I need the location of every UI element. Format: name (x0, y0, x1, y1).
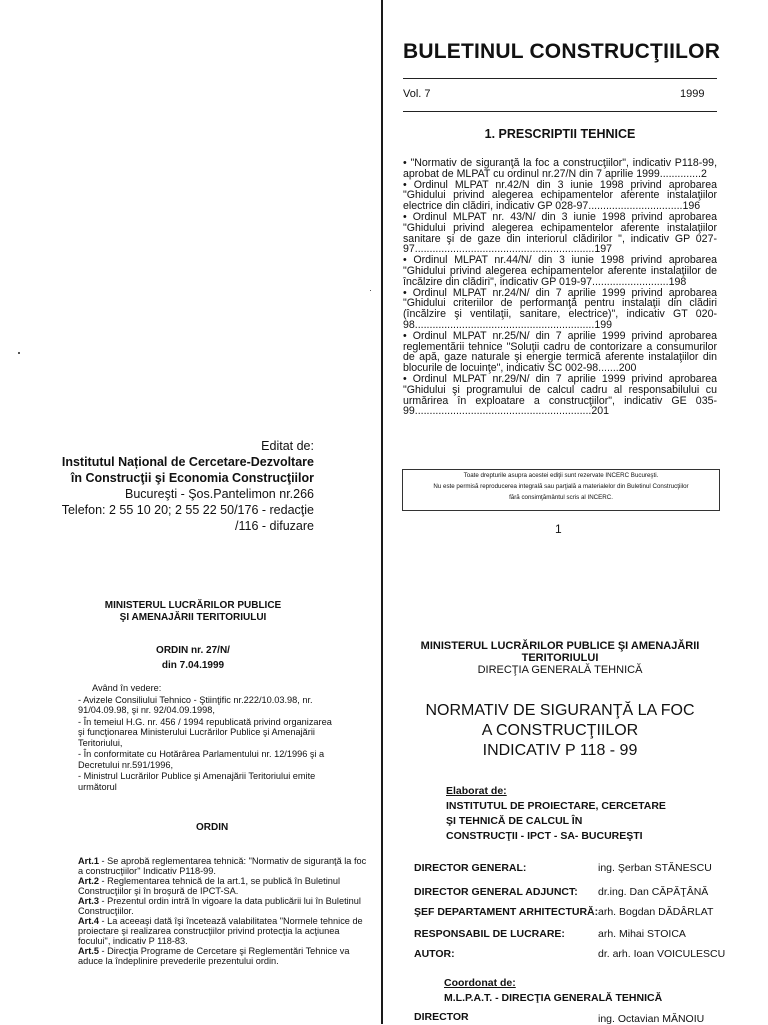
director-name: ing. Octavian MĂNOIU (598, 1013, 705, 1025)
toc-item: • Ordinul MLPAT nr.25/N/ din 7 aprilie 1999 privind aprobarea reglementării tehnice "Soluţii cadru de contorizare a consumurilor de apă, gaze naturale şi energie termică aferente instalaţiilor din blocurile de locuinţe", indicativ SC 002-98.......200 (403, 329, 718, 375)
article-label: Art.4 (78, 916, 99, 926)
normative-title-line: NORMATIV DE SIGURANŢĂ LA FOC (425, 702, 695, 719)
staff-row (414, 886, 754, 900)
toc-item: • Ordinul MLPAT nr.42/N din 3 iunie 1998 privind aprobarea "Ghidului privind alegerea echipamentelor aferente instalaţiilor electrice din clădiri, indicativ GP 028-97................................196 (403, 178, 717, 213)
article (78, 856, 368, 876)
ministry-line: TERITORIULUI (521, 652, 599, 664)
staff-name: dr.ing. Dan CĂPĂŢÂNĂ (598, 886, 709, 898)
elaborated-line: CONSTRUCŢII - IPCT - SA- BUCUREŞTI (446, 830, 643, 842)
institute-address: Bucureşti - Şos.Pantelimon nr.266 (125, 487, 314, 501)
article (78, 876, 368, 896)
editat-label: Editat de: (261, 439, 314, 453)
order-number-line: ORDIN nr. 27/N/ (156, 645, 230, 656)
staff-role: AUTOR: (414, 948, 455, 960)
ministry-line: ŞI AMENAJĂRII TERITORIULUI (119, 612, 267, 623)
table-of-contents (403, 158, 717, 417)
volume-rule (403, 111, 717, 112)
page-number: 1 (555, 522, 562, 536)
staff-role: ŞEF DEPARTAMENT ARHITECTURĂ: (414, 906, 599, 918)
staff-role: DIRECTOR GENERAL ADJUNCT: (414, 886, 578, 898)
toc-item: • Ordinul MLPAT nr.44/N/ din 3 iunie 1998 privind aprobarea "Ghidului privind alegerea echipamentelor aferente instalaţiilor de încălzire din clădiri", indicativ GP 019-97..........................198 (403, 254, 717, 288)
elaborated-label: Elaborat de: (446, 785, 507, 797)
preamble-line: - Avizele Consiliului Tehnico - Ştiinţific nr.222/10.03.98, nr. 91/04.09.98, şi nr. 92/04.09.1998, (78, 694, 313, 715)
staff-row (414, 948, 754, 962)
direction-line: DIRECŢIA GENERALĂ TEHNICĂ (477, 664, 643, 676)
article-text: - Prezentul ordin intră în vigoare la data publicării lui în Buletinul Construcţiilor. (78, 896, 361, 916)
copyright-line: Toate drepturile asupra acestei ediţii sunt rezervate INCERC Bucureşti. (463, 472, 659, 479)
coordinated-by (444, 976, 744, 1006)
staff-row (414, 862, 754, 876)
volume-label: Vol. 7 (403, 88, 431, 100)
staff-name: arh. Mihai STOICA (598, 928, 686, 940)
elaborated-line: INSTITUTUL DE PROIECTARE, CERCETARE (446, 800, 666, 812)
ministry-heading-right (410, 640, 710, 676)
article-text: - Se aprobă reglementarea tehnică: "Normativ de siguranţă la foc a construcţiilor" Indicativ P118-99. (78, 856, 367, 876)
staff-role: RESPONSABIL DE LUCRARE: (414, 928, 565, 940)
copyright-line: Nu este permisă reproducerea integrală sau parţială a materialelor din Buletinul Construcţiilor (433, 483, 689, 490)
staff-role: DIRECTOR GENERAL: (414, 862, 527, 874)
institute-name-2: în Construcţii şi Economia Construcţiilor (70, 471, 314, 485)
toc-item: • Ordinul MLPAT nr.24/N/ din 7 aprilie 1999 privind aprobarea "Ghidului criteriilor de performanţă pentru instalaţii din clădiri (încălzire şi ventilaţii, sanitare, electrice)", indicativ GT 020-98.............................................................199 (403, 286, 718, 331)
page-divider (381, 0, 383, 1024)
article-text: - La aceeaşi dată îşi încetează valabilitatea "Normele tehnice de proiectare şi realizarea construcţiilor privind protecţia la acţiunea focului", indicativ P 118-83. (78, 916, 363, 946)
articles (78, 856, 368, 966)
preamble-line: - În conformitate cu Hotărârea Parlamentului nr. 12/1996 şi a Decretului nr.591/1996, (78, 749, 325, 770)
elaborated-by (446, 784, 736, 844)
institute-phone-2: /116 - difuzare (235, 519, 314, 533)
copyright-line: fără consimţământul scris al INCERC. (509, 494, 613, 501)
scan-speck (18, 352, 20, 354)
normative-title (410, 701, 710, 761)
article (78, 946, 368, 966)
copyright-box (402, 469, 720, 511)
staff-name: ing. Şerban STĂNESCU (598, 862, 712, 874)
director-role: DIRECTOR (414, 1011, 469, 1023)
article-label: Art.5 (78, 946, 99, 956)
section-heading: 1. PRESCRIPTII TEHNICE (484, 127, 636, 141)
preamble-line: - Ministrul Lucrărilor Publice şi Amenajării Teritoriului emite următorul (78, 771, 316, 792)
article-label: Art.2 (78, 876, 99, 886)
scan-speck (370, 290, 371, 291)
toc-item: • Ordinul MLPAT nr. 43/N/ din 3 iunie 1998 privind aprobarea "Ghidului privind alegerea echipamentelor aferente instalaţiilor sanitare şi de gaze din interiorul clădirilor ", indicativ GP 027-97.............................................................197 (403, 210, 718, 256)
elaborated-line: ŞI TEHNICĂ DE CALCUL ÎN (446, 815, 583, 827)
preamble (78, 683, 340, 793)
toc-item: • Ordinul MLPAT nr.29/N/ din 7 aprilie 1999 privind aprobarea "Ghidului şi programului de calcul cadru al responsabilului cu urmărirea în exploatare a construcţiilor", indicativ GE 035-99............................................................201 (403, 372, 718, 418)
staff-name: dr. arh. Ioan VOICULESCU (598, 948, 726, 960)
order-date-line: din 7.04.1999 (161, 660, 225, 671)
article-label: Art.3 (78, 896, 99, 906)
coordinated-label: Coordonat de: (444, 977, 516, 989)
toc-item: • "Normativ de siguranţă la foc a construcţiilor", indicativ P118-99, aprobat de MLPAT cu ordinul nr.27/N din 7 aprilie 1999..............2 (403, 157, 718, 180)
article-label: Art.1 (78, 856, 99, 866)
institute-name-1: Institutul Național de Cercetare-Dezvoltare (61, 455, 314, 469)
title-rule (403, 78, 717, 79)
coordinated-line: M.L.P.A.T. - DIRECŢIA GENERALĂ TEHNICĂ (444, 992, 663, 1004)
article-text: - Reglementarea tehnică de la art.1, se publică în Buletinul Construcţiilor şi în broşură de IPCT-SA. (78, 876, 340, 896)
preamble-line: Având în vedere: (92, 683, 162, 693)
publisher-block (40, 438, 314, 534)
ministry-heading (68, 600, 318, 624)
normative-code: INDICATIV P 118 - 99 (482, 742, 638, 759)
preamble-line: - În temeiul H.G. nr. 456 / 1994 republicată privind organizarea şi funcţionarea Ministerului Lucrărilor Publice şi Amenajării Teritoriului, (78, 716, 332, 748)
article-text: - Direcţia Programe de Cercetare şi Reglementări Tehnice va aduce la îndeplinire prevederile prezentului ordin. (78, 946, 350, 966)
order-heading: ORDIN (196, 822, 229, 833)
staff-row (414, 928, 754, 942)
article (78, 896, 368, 916)
staff-name: arh. Bogdan DĂDÂRLAT (598, 906, 714, 918)
staff-row (414, 906, 754, 920)
normative-title-line: A CONSTRUCŢIILOR (481, 722, 639, 739)
ministry-line: MINISTERUL LUCRĂRILOR PUBLICE (104, 600, 282, 611)
order-number (90, 643, 296, 673)
bulletin-title: BULETINUL CONSTRUCŢIILOR (403, 40, 721, 63)
institute-phone: Telefon: 2 55 10 20; 2 55 22 50/176 - redacţie (61, 503, 314, 517)
ministry-line: MINISTERUL LUCRĂRILOR PUBLICE ŞI AMENAJĂRII (420, 640, 700, 652)
article (78, 916, 368, 946)
year-label: 1999 (680, 88, 705, 100)
